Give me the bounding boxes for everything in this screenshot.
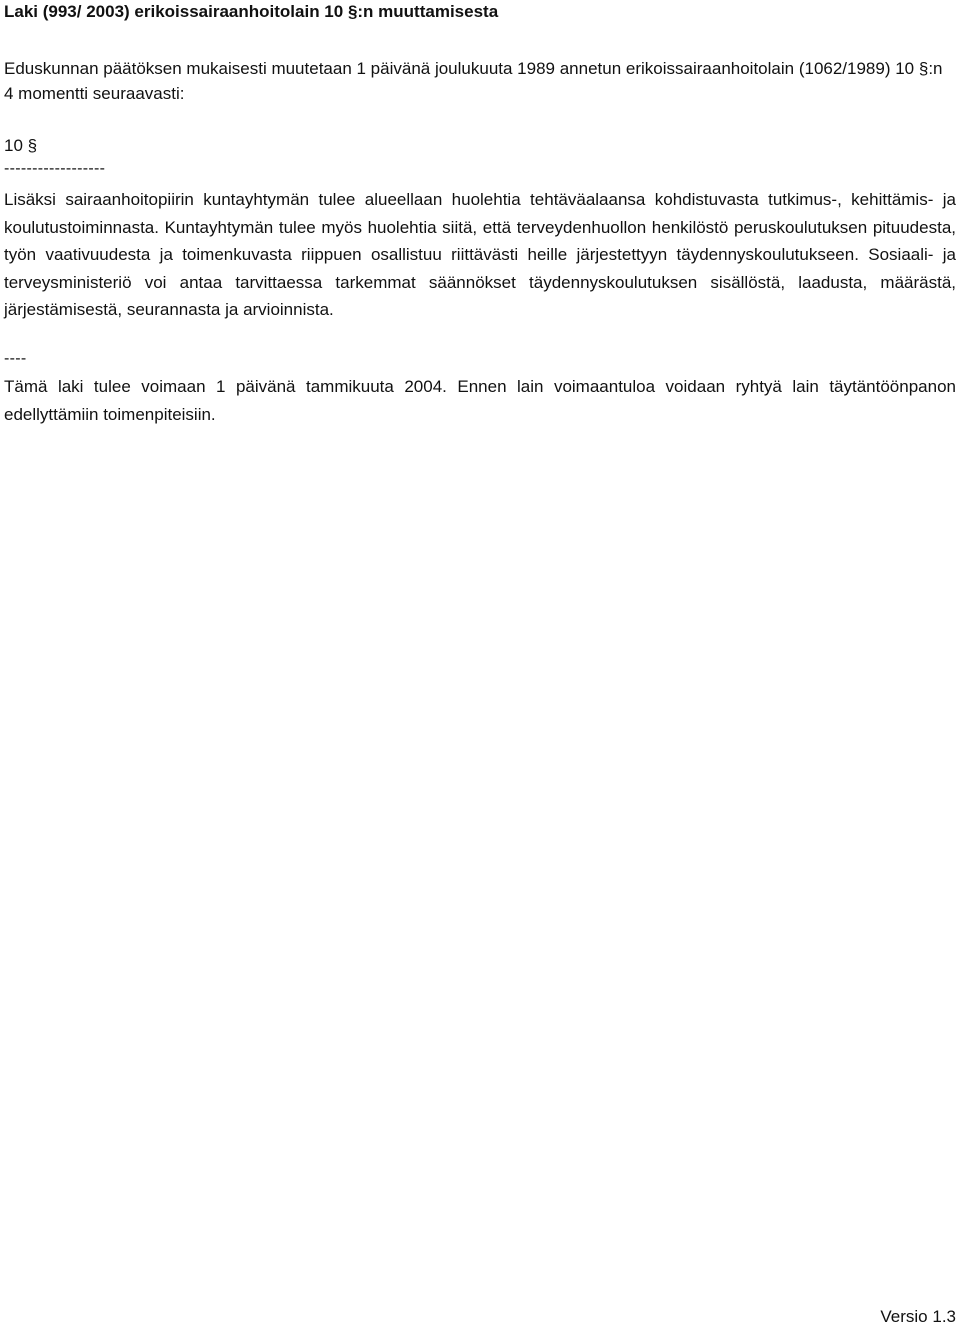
section-body	[4, 186, 956, 324]
version-label: Versio 1.3	[880, 1307, 956, 1326]
section-divider-long: ------------------	[4, 160, 106, 177]
intro-paragraph	[4, 56, 956, 106]
section-number: 10 §	[4, 136, 38, 155]
entry-into-force-text: Tämä laki tulee voimaan 1 päivänä tammikuuta 2004. Ennen lain voimaantuloa voidaan ryhtyä lain täytäntöönpanon edellyttämiin toimenpiteisiin.	[4, 377, 956, 424]
document-title: Laki (993/ 2003) erikoissairaanhoitolain 10 §:n muuttamisesta	[4, 2, 499, 21]
entry-into-force-paragraph	[4, 373, 956, 428]
section-divider-short: ----	[4, 350, 27, 367]
section-body-text: Lisäksi sairaanhoitopiirin kuntayhtymän tulee alueellaan huolehtia tehtäväalaansa kohdistuvasta tutkimus-, kehittämis- ja koulutustoiminnasta. Kuntayhtymän tulee myös huolehtia siitä, että terveydenhuollon henkilöstö peruskoulutuksen pituudesta, työn vaativuudesta ja toimenkuvasta riippuen osallistuu riittävästi heille järjestettyyn täydennyskoulutukseen. Sosiaali- ja terveysministeriö voi antaa tarvittaessa tarkemmat säännökset täydennyskoulutuksen sisällöstä, laadusta, määrästä, järjestämisestä, seurannasta ja arvioinnista.	[4, 190, 956, 319]
intro-text: Eduskunnan päätöksen mukaisesti muutetaan 1 päivänä joulukuuta 1989 annetun erikoissairaanhoitolain (1062/1989) 10 §:n 4 momentti seuraavasti:	[4, 59, 943, 103]
